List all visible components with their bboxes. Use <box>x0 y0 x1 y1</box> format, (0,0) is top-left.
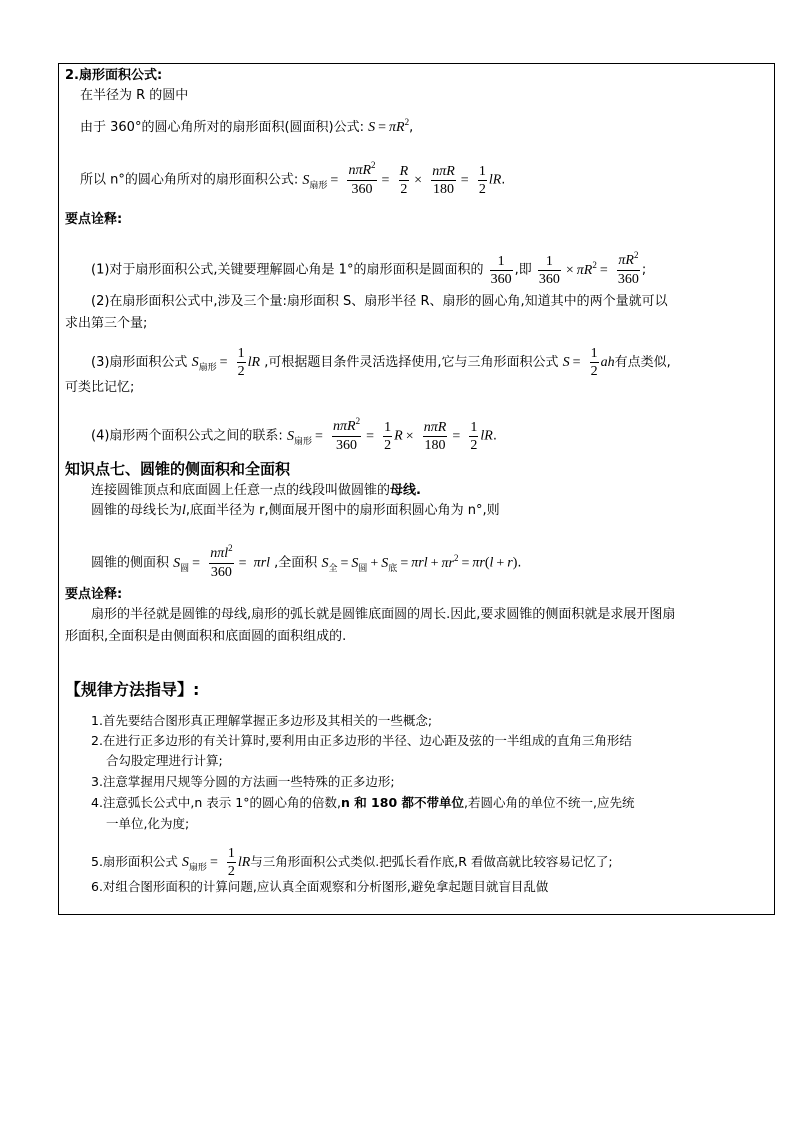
text-line: 由于 360°的圆心角所对的扇形面积(圆面积)公式: $S = \pi R^2$, <box>80 117 414 135</box>
notes-heading: 要点诠释: <box>65 212 123 227</box>
guide-item-4: 4.注意弧长公式中,n 表示 1°的圆心角的倍数,n 和 180 都不带单位,若圆心角的单位不统一,应先统 <box>91 795 635 810</box>
text-line: 圆锥的母线长为l,底面半径为 r,侧面展开图中的扇形面积圆心角为 n°,则 <box>91 503 500 518</box>
text-line: 在半径为 R 的圆中 <box>80 88 189 103</box>
text-line: 扇形的半径就是圆锥的母线,扇形的弧长就是圆锥底面圆的周长.因此,要求圆锥的侧面积就是求展开图扇 <box>91 607 676 622</box>
guide-item-1: 1.首先要结合图形真正理解掌握正多边形及其相关的一些概念; <box>91 713 433 728</box>
notes-heading: 要点诠释: <box>65 587 123 602</box>
guide-heading: 【规律方法指导】: <box>65 680 200 699</box>
note-item-3: (3)扇形面积公式 $S_{扇形}$ = $\frac{1}{2}$ lR ,可根据题目条件灵活选择使用,它与三角形面积公式 S = $\frac{1}{2}$ ah有点类似, <box>91 346 671 379</box>
guide-item-4-cont: 一单位,化为度; <box>106 816 190 831</box>
note-item-2-cont: 求出第三个量; <box>65 316 148 331</box>
note-item-3-cont: 可类比记忆; <box>65 380 135 395</box>
section-heading-sector-area: 2.扇形面积公式: <box>65 68 163 83</box>
guide-item-2: 2.在进行正多边形的有关计算时,要利用由正多边形的半径、边心距及弦的一半组成的直角三角形结 <box>91 733 632 748</box>
guide-item-3: 3.注意掌握用尺规等分圆的方法画一些特殊的正多边形; <box>91 774 395 789</box>
text-line: 形面积,全面积是由侧面积和底面圆的面积组成的. <box>65 629 347 644</box>
note-item-2: (2)在扇形面积公式中,涉及三个量:扇形面积 S、扇形半径 R、扇形的圆心角,知道其中的两个量就可以 <box>91 294 668 309</box>
text-line: 连接圆锥顶点和底面圆上任意一点的线段叫做圆锥的母线. <box>91 483 421 498</box>
formula-line: 所以 n°的圆心角所对的扇形面积公式: $S_{扇形}$ = $\frac{n\pi R^2}{360}$ = $\frac{R}{2}$ × $\frac{\text{nπR}}{180}$ = $\frac{1}{2}$ lR. <box>80 160 506 197</box>
formula-line: 圆锥的侧面积 $S_圆$ = $\frac{n\pi l^2}{360}$ = πrl ,全面积 $S_全 = S_圆 + S_底 = \pi rl + \pi r^2 = \pi r(l + r)$. <box>91 543 522 580</box>
guide-item-5: 5.扇形面积公式 $S_{扇形}$ = $\frac{1}{2}$ lR与三角形面积公式类似.把弧长看作底,R 看做高就比较容易记忆了; <box>91 846 613 879</box>
section-heading-cone: 知识点七、圆锥的侧面积和全面积 <box>65 460 291 478</box>
note-item-4: (4)扇形两个面积公式之间的联系: $S_{扇形}$ = $\frac{n\pi R^2}{360}$ = $\frac{1}{2}$ R × $\frac{\text{nπR}}{180}$ = $\frac{1}{2}$ lR. <box>91 416 497 453</box>
note-item-1: (1)对于扇形面积公式,关键要理解圆心角是 1°的扇形面积是圆面积的 $\frac{1}{360}$ ,即 $\frac{1}{360}$ × $\pi R^2$ = $\frac{\pi R^2}{360}$ ; <box>91 250 647 287</box>
guide-item-6: 6.对组合图形面积的计算问题,应认真全面观察和分析图形,避免拿起题目就盲目乱做 <box>91 879 549 894</box>
guide-item-2-cont: 合勾股定理进行计算; <box>106 753 223 768</box>
